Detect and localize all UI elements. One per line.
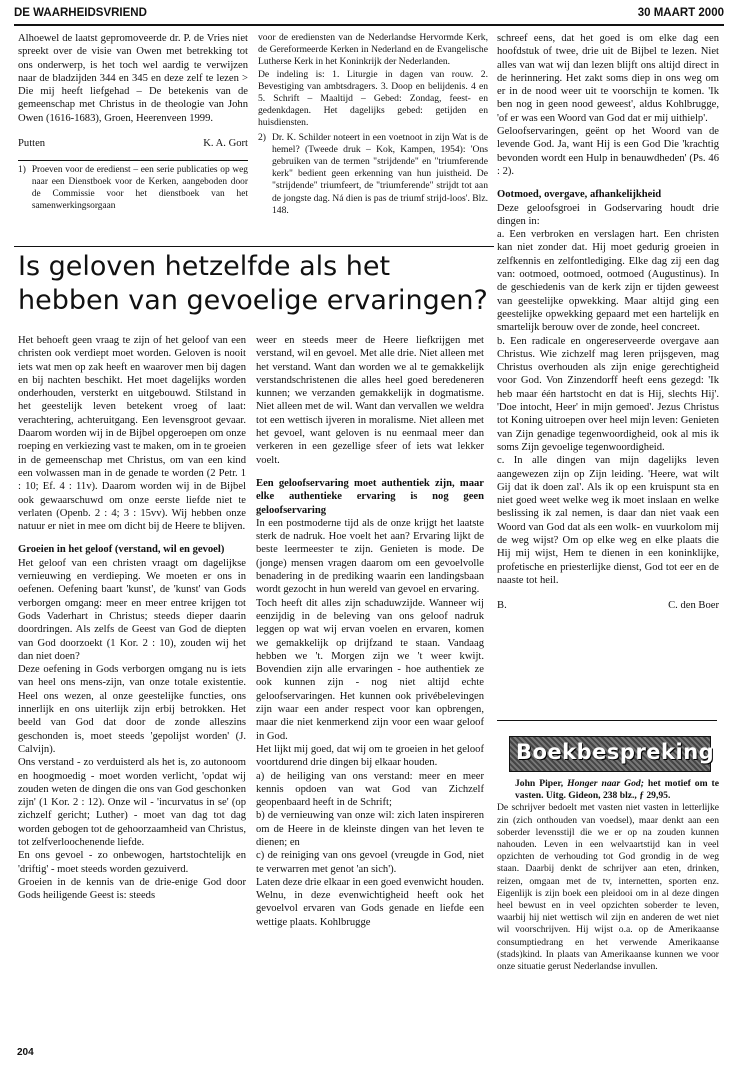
article-paragraph: En ons gevoel - zo onbewogen, hartstochtelijk en 'driftig' - moet steeds worden gezuiverd. — [18, 850, 246, 875]
article-column-1 — [18, 334, 246, 902]
signature-block — [18, 137, 248, 150]
intro-paragraph: Alhoewel de laatst gepromoveerde dr. P. de Vries niet spreekt over de visie van Owen met betrekking tot ons onderwerp, is het toch wel aardig te verwijzen naar de bladzijden 344 en 345 en deze zelf te lezen > Die mij heeft liefgehad – De betekenis van de gemeenschap met Christus in de theologie van John Owen (1616-1683), Groen, Heerenveen 1999. — [18, 33, 248, 124]
article-paragraph: Deze oefening in Gods verborgen omgang nu is iets van heel ons mens-zijn, van onze totale existentie. Heel ons wezen, al onze geestelijke functies, ons innerlijk en ons uiterlijk zijn erbij betrokken. Het beeld van God dat door de zonde alleszins geschonden is, moet steeds 'gepolijst worden' (J. Calvijn). — [18, 664, 246, 755]
signature-place: Putten — [18, 138, 46, 150]
article-paragraph: Welnu, in deze evenwichtigheid heeft ook het gevoelvol ervaren van Gods genade en liefde een wettige plaats. Kohlbrugge — [256, 890, 484, 928]
article-paragraph: Het geloof van een christen vraagt om dagelijkse vernieuwing en verdieping. We moeten er ons in oefenen. Oefening baart 'kunst', de 'kunst' van Gods verborgen omgang: meer en meer entree krijgen tot Gods Vaderhart in Christus; steeds dieper daarin doordringen. Als zelfs de Geest van God de diepten van God doorzoekt (1 Kor. 2 : 10), zouden wij het dan niet doen? — [18, 557, 246, 662]
footnote-continued: voor de erediensten van de Nederlandse Hervormde Kerk, de Gereformeerde Kerken in Nederland en de Evangelische Lutherse Kerk in het Koninkrijk der Nederlanden. — [258, 32, 488, 68]
book-details: het motief om te vasten. Uitg. Gideon, 238 blz., ƒ 29,95. — [515, 778, 720, 802]
article-paragraph: In een postmoderne tijd als de onze krijgt het laatste sterk de nadruk. Hoe voelt het aan? Ervaring lijkt de beste leermeester te zijn. Genieten is mode. De (jonge) mensen vragen daarom om een gevoelvolle benadering in de prediking waarin een landingsbaan wordt gezocht in hun wereld van gevoel en ervaring. — [256, 517, 484, 596]
article-paragraph: b) de vernieuwing van onze wil: zich laten inspireren om de Heere in de kleinste dingen van het leven te dienen; en — [256, 810, 484, 848]
right-column — [497, 32, 719, 612]
footnote-indeling: De indeling is: 1. Liturgie in dagen van rouw. 2. Bevestiging van ambtsdragers. 3. Doop en belijdenis. 4 en 5. Schrift – Maaltijd – Gebed: Zondag, feest- en gedenkdagen. Het dagelijks gebed: getijden en huisdiensten. — [258, 68, 488, 129]
article-paragraph: a) de heiliging van ons verstand: meer en meer kennis opdoen van wat God van Zichzelf geopenbaard heeft in de Schrift; — [256, 770, 484, 809]
article-paragraph: Deze geloofsgroei in Godservaring houdt drie dingen in: — [497, 202, 719, 227]
review-text: De schrijver bedoelt met vasten niet vasten in letterlijke zin (zich onthouden van voedsel), maar denkt aan een soberder levensstijl die we er op na zouden kunnen nahouden. Leven in een welvaartstijd kan in veel opzichten de verhouding tot God grondig in de weg staan. Daarbij denkt de schrijver aan eten, drinken, reizen, omgaan met de tv, internetten, sporten enz. Eigenlijk is zijn boek een pleidooi om in al deze dingen heel bewust en in veel opzichten soberder te leven, waarbij hij niet wettisch wil zijn en anderen de wet niet wil voorschrijven. Hij wijst o.a. op de Amerikaanse consumptiedrang en het verwende Amerikaanse (stads)kind. In plaats van Amerikaanse kunnen we voor onze situatie gerust Nederlandse invullen. — [497, 802, 719, 973]
article-paragraph: c) de reiniging van ons gevoel (vreugde in God, niet te verwarren met genot 'an sich'). — [256, 850, 484, 875]
review-banner — [509, 736, 715, 772]
article-paragraph: Ons verstand - zo verduisterd als het is, zo autonoom en hoogmoedig - moet worden verlicht, 'opdat wij zouden weten de dingen die ons van God geschonken zijn' (1 Kor. 2 : 12). Onze wil - 'incurvatus in se' (op zichzelf gericht; Luther) - moet van dag tot dag worden gebogen tot de gehoorzaamheid van Christus, tot zelfverloochenende liefde. — [18, 757, 246, 848]
list-item: a. Een verbroken en verslagen hart. Een christen kan niet zonder dat. Hij moet gedurig groeien in zelfkennis en zelfontlediging. Elke dag zij een dag van: ootmoed, ootmoed, ootmoed (Augustinus). In de geschiedenis van de kerk zijn er tijden geweest van geestelijke opwekking. Maar altijd ging een geestelijke opwekking gepaard met een hartelijk en smartelijk berouw over de zonde, heel concreet. — [497, 229, 719, 334]
footnote-text: Dr. K. Schilder noteert in een voetnoot in zijn Wat is de hemel? (Tweede druk – Kok, Kampen, 1954): 'Ons gebruiken van de termen "strijdende" en "triumferende kerk" bedient geen erkenning van hun juistheid. De "strijdende" triumfeert, de "triumferende" strijdt tot aan de jongste dag. Ná dien is pas de triumf strijd-loos'. Blz. 148. — [272, 131, 488, 216]
article-paragraph: Het lijkt mij goed, dat wij om te groeien in het geloof voortdurend drie dingen bij elkaar houden. — [256, 743, 484, 769]
book-citation — [497, 778, 719, 802]
article-paragraph: Het behoeft geen vraag te zijn of het geloof van een christen ook verdiept moet worden. Geloven is nooit iets wat men op zak heeft en waarover men bij dagen en bij nachten beschikt. Het moet dagelijks worden onderhouden, versterkt en uitgebouwd. Stilstand in het geestelijk leven betekent vroeg of laat: verachtering, achteruitgang. Een levensgroot gevaar. Daarom worden wij in de Bijbel opgeroepen om onze roeping en verkiezing vast te maken, om in te groeien in de gemeenschap met Christus, om van een kind een volwassen man in de genade te worden (2 Petr. 1 : 10; Ef. 4 : 11v). Daarom worden wij in de Bijbel ook gewaarschuwd om onze eerste liefde niet te verlaten (Openb. 2 : 4; 3 : 15vv). Wij hebben onze natuur er niet in mee om dicht bij de Heere te blijven. — [18, 335, 246, 533]
footnote-number: 1) — [18, 165, 26, 176]
article-paragraph: schreef eens, dat het goed is om elke dag een hoofdstuk of twee, drie uit de Bijbel te lezen. Niet alles van wat wij dan lezen blijft ons altijd direct in de herinnering. Het zakt soms diep in ons weg om er in de nood weer uit te voorschijn te komen. 'Ik ben nog in geen nood geweest', aldus Kohlbrugge, 'of er was een Woord van God dat er mij uithielp'. — [497, 33, 719, 124]
list-item: b. Een radicale en ongereserveerde overgave aan Christus. Wie zichzelf mag leren prijsgeven, mag Christus overhouden als zijn enige gerechtigheid voor God. Von Zinzendorff heeft eens gezegd: 'Ik heb maar één hartstocht en dat is Hij, slechts Hij'. 'Doe intocht, Heer' in mijn gemoed'. Jezus Christus tot Koning uitroepen over heel mijn leven: Genieten van Zijn genadige tegenwoordigheid, ook al mis ik soms Zijn gevoelige tegenwoordigheid. — [497, 335, 719, 453]
article-paragraph: Laten deze drie elkaar in een goed evenwicht houden. — [256, 876, 484, 888]
review-banner-label: Boekbespreking — [516, 740, 715, 764]
signature-author: C. den Boer — [668, 600, 719, 612]
footnote-2 — [258, 132, 488, 217]
article-headline: Is geloven hetzelfde als het hebben van gevoelige ervaringen? — [18, 251, 488, 316]
signature-initial: B. — [497, 600, 507, 612]
top-left-column — [18, 32, 248, 213]
book-review — [497, 778, 719, 973]
subheading: Ootmoed, overgave, afhankelijkheid — [497, 189, 662, 201]
footnote-number: 2) — [258, 131, 266, 143]
list-item: c. In alle dingen van mijn dagelijks leven aangewezen zijn op Zijn leiding. 'Heere, wat wilt Gij dat ik doen zal'. Als ik op een kruispunt sta en niet goed weet welke weg ik moet inslaan en welke beslissing ik zal nemen, is daar dan niet vaak een Woord van God dat als een wolk- en vuurkolom mij de weg wijst? Om op elke weg en elke plaats die Hij mij wijst, Hem te dienen in een koninklijke, profetische en priesterlijke dienst, God tot eer en de naaste tot heil. — [497, 455, 719, 586]
section-divider — [14, 246, 494, 247]
publication-name: DE WAARHEIDSVRIEND — [14, 7, 147, 19]
page-number: 204 — [17, 1047, 34, 1058]
article-column-2 — [256, 334, 484, 929]
book-title: Honger naar God; — [567, 778, 644, 789]
signature-author: K. A. Gort — [203, 138, 248, 150]
article-paragraph: Groeien in de kennis van de drie-enige God door Gods heiligende Geest is: steeds — [18, 876, 246, 902]
issue-date: 30 MAART 2000 — [637, 7, 724, 19]
page-header — [14, 4, 724, 26]
signature-block — [497, 599, 719, 612]
subheading: Groeien in het geloof (verstand, wil en gevoel) — [18, 544, 225, 556]
footnote-text: Proeven voor de eredienst – een serie publicaties op weg naar een Dienstboek voor de Kerken, aangeboden door de Commissie voor het dienstboek van het samenwerkingsorgaan — [31, 165, 248, 211]
top-middle-column — [258, 32, 488, 217]
article-paragraph: Geloofservaringen, geënt op het Woord van de levende God. Ja, want Hij is een God Die 'krachtig bevonden wordt een Hulp in benauwdheden' (Ps. 46 : 2). — [497, 126, 719, 177]
subheading: Een geloofservaring moet authentiek zijn, maar elke authentieke ervaring is nog geen geloofservaring — [256, 477, 484, 516]
article-paragraph: Toch heeft dit alles zijn schaduwzijde. Wanneer wij eenzijdig in de beleving van ons geloof nadruk leggen op wat wij ervan voelen en ervaren, komen we gemakkelijk op drijfzand te staan. Vandaag hebben we 't. Morgen zijn we 't weer kwijt. Bovendien zijn alle ervaringen - hoe authentiek ze ook kunnen zijn - nog niet altijd echte geloofservaringen. Het kunnen ook privébelevingen zijn waar een ander respect voor kan opbrengen, maar die niet kenmerkend zijn voor een waar geloof in God. — [256, 597, 484, 742]
footnote-1 — [18, 160, 248, 212]
book-author: John Piper, — [515, 778, 564, 789]
article-paragraph: weer en steeds meer de Heere liefkrijgen met verstand, wil en gevoel. Met alle drie. Niet alleen met het verstand. Want dan worden we al te gemakkelijk verstandschristenen die alles heel goed beredeneren kunnen; we verzanden gemakkelijk in dogmatisme. Niet alleen met de wil. Want dan vervallen we weldra tot een wettisch ijveren in moralisme. Niet alleen met het gevoel, want geloven is nu eenmaal meer dan verkeren in een gezellige sfeer of iets wat lekker voelt. — [256, 335, 484, 466]
right-column-divider — [497, 720, 717, 721]
